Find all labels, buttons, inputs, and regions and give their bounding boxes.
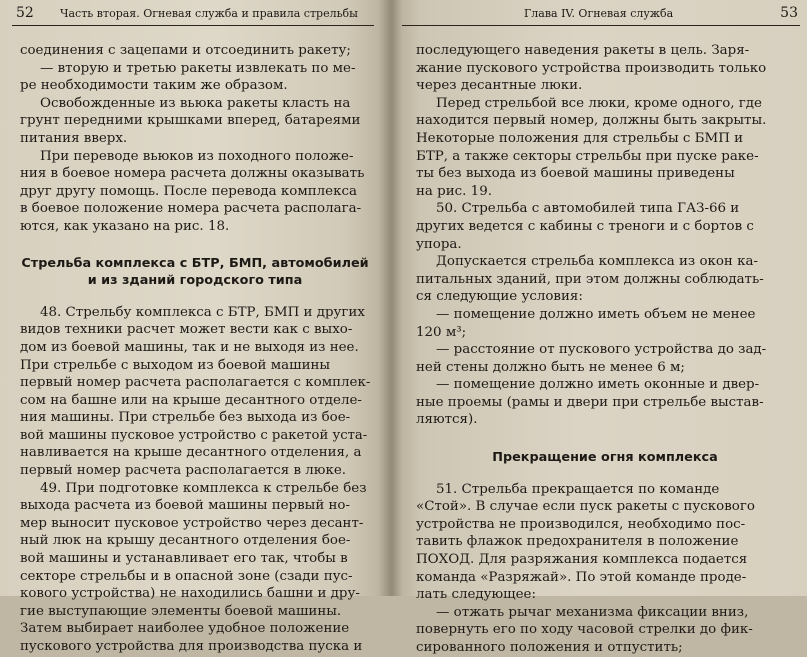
left-header-rule	[12, 25, 374, 26]
text-line: в боевое положение номера расчета располага-	[20, 201, 362, 217]
text-line: вой машины пусковое устройство с ракетой уста-	[20, 427, 368, 443]
text-line: 51. Стрельба прекращается по команде	[436, 481, 720, 497]
right-page	[392, 0, 807, 655]
text-line: первый номер расчета располагается в люке.	[20, 463, 347, 479]
left-running-head-title: Часть вторая. Огневая служба и правила стрельбы	[60, 7, 358, 20]
right-running-head-title: Глава IV. Огневая служба	[524, 7, 674, 20]
text-line: Освобожденные из вьюка ракеты класть на	[40, 95, 351, 111]
left-page	[0, 0, 392, 654]
text-line: — расстояние от пускового устройства до зад-	[436, 342, 767, 358]
text-line: секторе стрельбы и в опасной зоне (сзади пус-	[20, 568, 353, 584]
text-line: — отжать рычаг механизма фиксации вниз,	[436, 604, 749, 620]
right-body-text	[416, 42, 794, 657]
gutter-shadow	[378, 0, 402, 596]
text-line: БТР, а также секторы стрельбы при пуске раке-	[416, 148, 759, 164]
text-line: ляются).	[416, 412, 478, 428]
text-line: гие выступающие элементы боевой машины.	[20, 603, 342, 619]
text-line: других ведется с кабины с треноги и с бортов с	[416, 218, 754, 234]
text-line: питания вверх.	[20, 130, 128, 146]
text-line: команда «Разряжай». По этой команде проде-	[416, 569, 747, 585]
text-line: ней стены должно быть не менее 6 м;	[416, 359, 685, 375]
text-line: первый номер расчета располагается с комплек-	[20, 375, 371, 391]
text-line: 48. Стрельбу комплекса с БТР, БМП и других	[40, 304, 365, 320]
text-line: Некоторые положения для стрельбы с БМП и	[416, 130, 744, 146]
text-line: сом на башне или на крыше десантного отделе-	[20, 392, 362, 408]
text-line: выхода расчета из боевой машины первый но-	[20, 498, 351, 514]
text-line: ся следующие условия:	[416, 289, 583, 305]
text-line: друг другу помощь. После перевода комплекса	[20, 183, 357, 199]
text-line: грунт передними крышками вперед, батареями	[20, 113, 361, 129]
text-line: ный люк на крышу десантного отделения бое-	[20, 533, 351, 549]
text-line: питальных зданий, при этом должны соблюдать-	[416, 271, 764, 287]
right-running-head	[402, 4, 798, 24]
text-line: Перед стрельбой все люки, кроме одного, где	[436, 95, 762, 111]
text-line: «Стой». В случае если пуск ракеты с пускового	[416, 499, 755, 515]
section-heading-line: Стрельба комплекса с БТР, БМП, автомобилей	[21, 255, 369, 271]
right-page-number: 53	[780, 5, 798, 21]
text-line: вой машины и устанавливает его так, чтобы в	[20, 551, 348, 567]
text-line: — помещение должно иметь оконные и двер-	[436, 377, 760, 393]
text-line: дом из боевой машины, так и не выходя из нее.	[20, 339, 359, 355]
text-line: навливается на крыше десантного отделения, а	[20, 445, 362, 461]
text-line: ты без выхода из боевой машины приведены	[416, 166, 735, 182]
text-line: тавить флажок предохранителя в положение	[416, 534, 739, 550]
text-line: Допускается стрельба комплекса из окон ка-	[436, 254, 758, 270]
text-line: последующего наведения ракеты в цель. Заря-	[416, 43, 750, 58]
text-line: — вторую и третью ракеты извлекать по ме-	[40, 60, 356, 76]
text-line: кового устройства) не находились башни и дру-	[20, 586, 360, 602]
text-line: мер выносит пусковое устройство через десант-	[20, 515, 364, 531]
text-line: видов техники расчет может вести как с выхо-	[20, 322, 353, 338]
text-line: устройства не производился, необходимо пос-	[416, 516, 746, 532]
text-line: ния машины. При стрельбе без выхода из бое-	[20, 410, 351, 426]
text-line: При стрельбе с выходом из боевой машины	[20, 357, 331, 373]
text-line: ния в боевое номера расчета должны оказывать	[20, 166, 365, 182]
section-heading: Прекращение огня комплекса	[492, 450, 718, 466]
text-line: на рис. 19.	[416, 183, 492, 199]
text-line: ные проемы (рамы и двери при стрельбе выстав-	[416, 394, 764, 410]
left-body-text	[20, 42, 370, 656]
text-line: — помещение должно иметь объем не менее	[436, 306, 756, 322]
text-line: 120 м³;	[416, 324, 467, 340]
text-line: пускового устройства для производства пуска и	[20, 639, 363, 654]
text-line: 50. Стрельба с автомобилей типа ГАЗ-66 и	[436, 201, 740, 217]
section-gap	[416, 467, 794, 481]
text-line: ПОХОД. Для разряжания комплекса подается	[416, 552, 748, 568]
text-line: находится первый номер, должны быть закрыты.	[416, 113, 767, 129]
text-line: Затем выбирает наиболее удобное положение	[20, 621, 350, 637]
section-gap	[416, 429, 794, 449]
section-heading-line: и из зданий городского типа	[87, 273, 303, 289]
text-line: соединения с зацепами и отсоединить ракету;	[20, 43, 351, 58]
text-line: ются, как указано на рис. 18.	[20, 218, 230, 234]
text-line: сированного положения и отпустить;	[416, 640, 683, 655]
text-line: через десантные люки.	[416, 78, 583, 94]
text-line: упора.	[416, 236, 462, 252]
text-line: повернуть его по ходу часовой стрелки до фик-	[416, 622, 753, 638]
text-line: жание пускового устройства производить только	[416, 60, 767, 76]
left-running-head	[12, 4, 374, 24]
section-gap	[20, 236, 370, 255]
text-line: лать следующее:	[416, 587, 536, 603]
text-line: 49. При подготовке комплекса к стрельбе без	[40, 480, 367, 496]
left-page-number: 52	[16, 5, 34, 21]
right-header-rule	[402, 25, 800, 26]
section-gap	[20, 290, 370, 304]
text-line: При переводе вьюков из походного положе-	[40, 148, 354, 164]
text-line: ре необходимости таким же образом.	[20, 78, 288, 94]
